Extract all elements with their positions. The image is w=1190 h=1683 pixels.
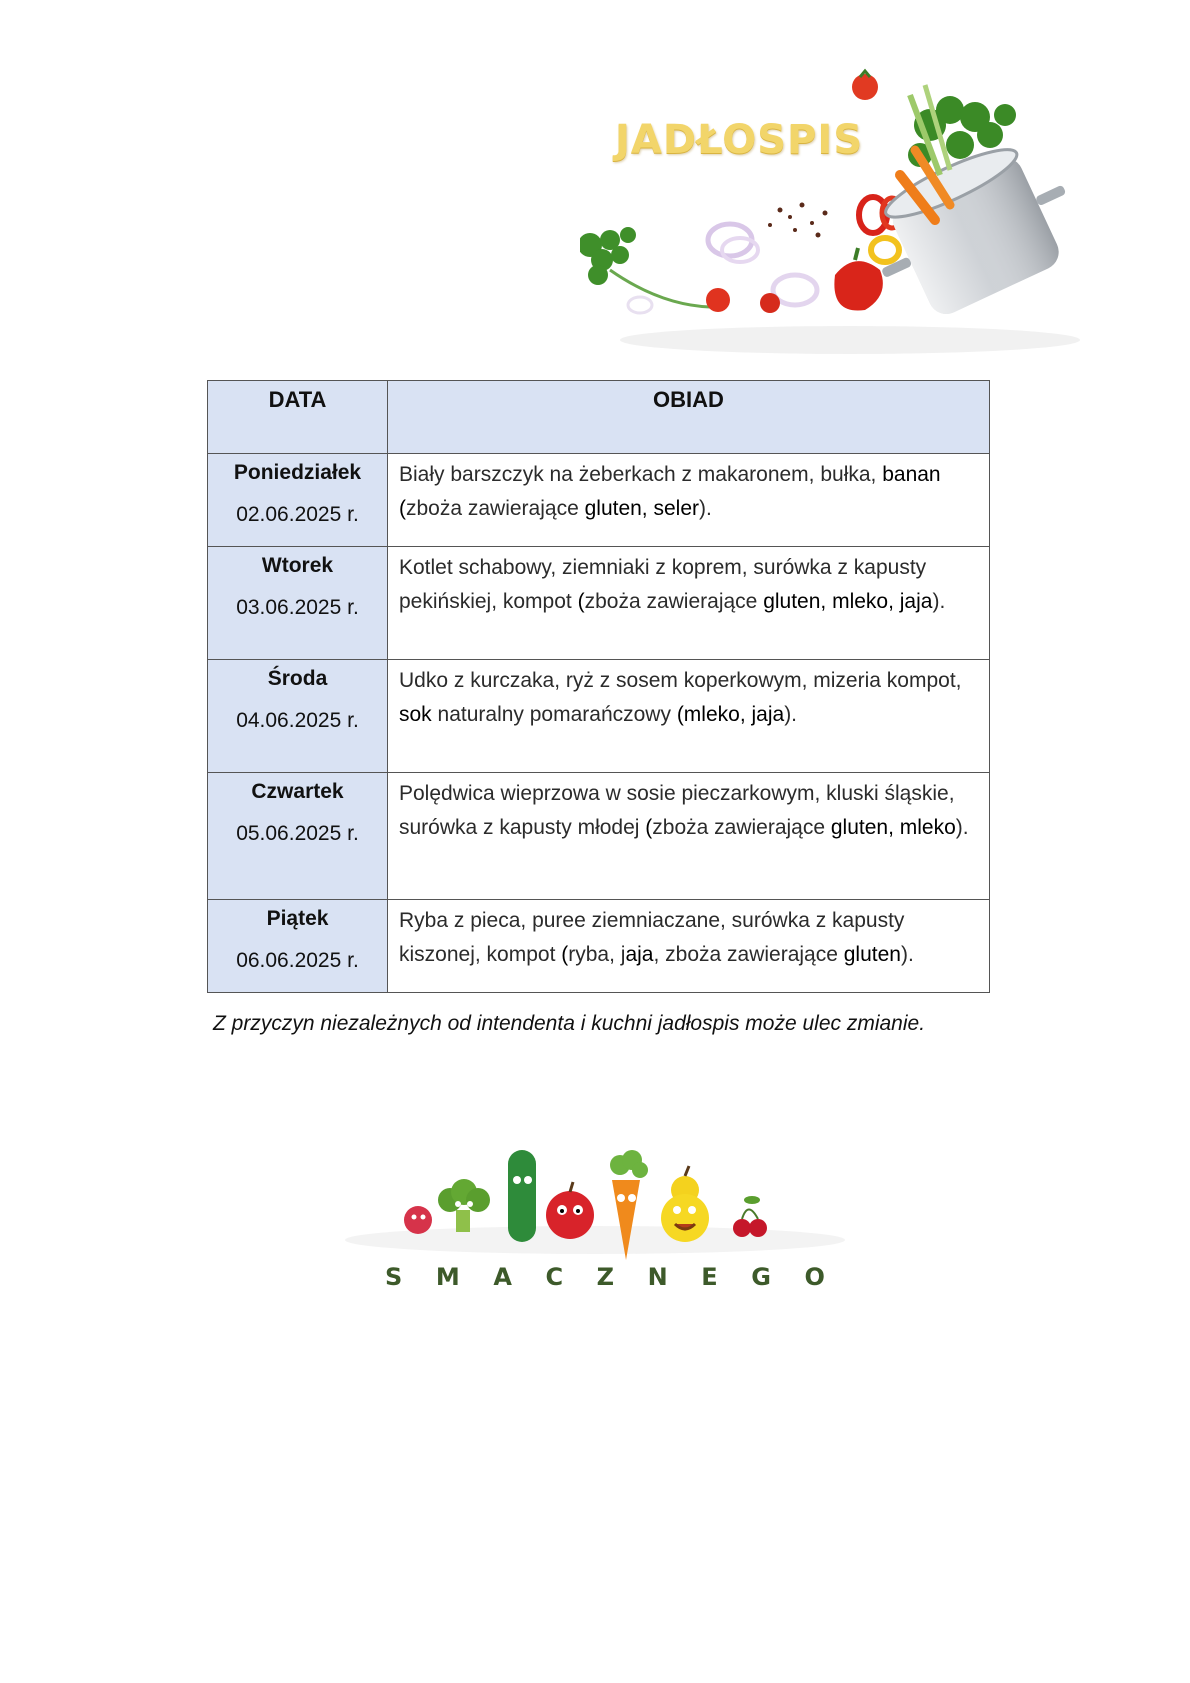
date-cell <box>208 454 388 547</box>
meal-text: Udko z kurczaka, ryż z sosem koperkowym, mizeria kompot, <box>399 669 962 692</box>
table-row <box>208 660 990 773</box>
allergen-text: (mleko, jaja <box>676 703 785 726</box>
meal-text: zboża zawierające <box>584 590 764 613</box>
meal-text: ). <box>900 943 914 966</box>
meal-text: ). <box>955 816 969 839</box>
meal-description <box>388 547 990 660</box>
allergen-text: gluten, mleko, jaja <box>763 590 933 613</box>
allergen-text: ( <box>399 497 406 520</box>
meal-text: Polędwica wieprzowa w sosie pieczarkowym, kluski śląskie, surówka z kapusty młodej <box>399 782 955 839</box>
wordmark-letter: A <box>493 1263 512 1291</box>
day-name: Wtorek <box>261 554 334 577</box>
day-name: Środa <box>267 667 328 690</box>
date-cell <box>208 660 388 773</box>
allergen-text: ( <box>577 590 585 613</box>
meal-text: ). <box>932 590 946 613</box>
date-cell <box>208 900 388 993</box>
wordmark-letter: S <box>385 1263 403 1291</box>
wordmark-letter: O <box>804 1263 825 1291</box>
disclaimer-note: Z przyczyn niezależnych od intendenta i kuchni jadłospis może ulec zmianie. <box>213 1012 926 1035</box>
allergen-text: gluten, seler <box>584 497 699 520</box>
date-cell <box>208 773 388 900</box>
day-date: 02.06.2025 r. <box>236 503 359 526</box>
meal-text: naturalny pomarańczowy <box>431 703 677 726</box>
table-header-row <box>208 381 990 454</box>
meal-text: Biały barszczyk na żeberkach z makaronem, bułka, <box>399 463 883 486</box>
meal-description <box>388 454 990 547</box>
allergen-text: gluten, mleko <box>830 816 956 839</box>
meal-text: ). <box>699 497 712 520</box>
meal-text: Ryba z pieca, puree ziemniaczane, surówka z kapusty kiszonej, kompot <box>399 909 905 966</box>
meal-description <box>388 660 990 773</box>
day-date: 06.06.2025 r. <box>236 949 359 972</box>
day-date: 04.06.2025 r. <box>236 709 359 732</box>
meal-text: ). <box>784 703 798 726</box>
table-row <box>208 547 990 660</box>
allergen-text: aja <box>625 943 654 966</box>
meal-text: ryba, j <box>568 943 626 966</box>
allergen-text: gluten <box>843 943 901 966</box>
day-date: 05.06.2025 r. <box>236 822 359 845</box>
allergen-text: ( <box>561 943 569 966</box>
wordmark-letter: G <box>751 1263 771 1291</box>
wordmark-letter: E <box>701 1263 718 1291</box>
table-row <box>208 454 990 547</box>
meal-description <box>388 773 990 900</box>
meal-text: zboża zawierające <box>652 816 831 839</box>
menu-table <box>207 380 990 993</box>
vegetables-pot-illustration <box>580 55 1120 365</box>
cartoon-fruits-vegetables-illustration <box>330 1120 860 1335</box>
column-header-date: DATA <box>208 381 388 454</box>
meal-text: zboża zawierające <box>406 497 585 520</box>
table-row <box>208 900 990 993</box>
wordmark-letter: N <box>647 1263 668 1291</box>
day-name: Czwartek <box>251 780 344 803</box>
wordmark-letter: Z <box>596 1263 615 1291</box>
smacznego-wordmark <box>385 1263 825 1291</box>
allergen-text: sok <box>399 703 432 726</box>
allergen-text: ( <box>645 816 653 839</box>
date-cell <box>208 547 388 660</box>
column-header-meal: OBIAD <box>388 381 990 454</box>
day-name: Piątek <box>266 907 329 930</box>
meal-description <box>388 900 990 993</box>
menu-title: JADŁOSPIS <box>615 117 864 163</box>
wordmark-letter: M <box>435 1263 460 1291</box>
meal-text: , zboża zawierające <box>653 943 844 966</box>
meal-text: Kotlet schabowy, ziemniaki z koprem, surówka z kapusty pekińskiej, kompot <box>399 556 927 613</box>
wordmark-letter: C <box>545 1263 564 1291</box>
day-name: Poniedziałek <box>233 461 362 484</box>
table-row <box>208 773 990 900</box>
day-date: 03.06.2025 r. <box>236 596 359 619</box>
allergen-text: banan <box>882 463 941 486</box>
